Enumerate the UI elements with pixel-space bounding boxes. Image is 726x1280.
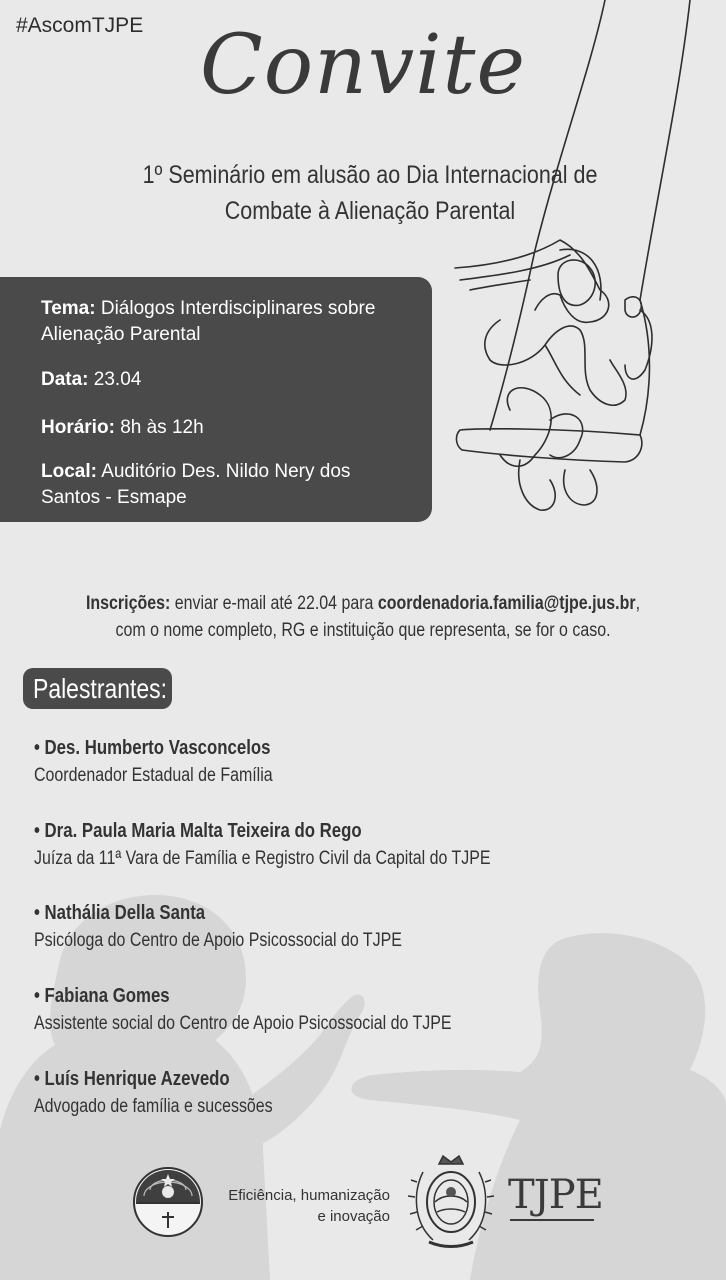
data-label: Data: <box>41 369 89 390</box>
registration-text: enviar e-mail até 22.04 para <box>174 593 374 614</box>
registration-line-2: com o nome completo, RG e instituição que representa, se for o caso. <box>115 620 611 641</box>
tema-value-line-2: Alienação Parental <box>41 324 201 345</box>
registration-info <box>83 590 642 644</box>
speaker-role: Juíza da 11ª Vara de Família e Registro Civil da Capital do TJPE <box>34 848 491 869</box>
subtitle-line-2: Combate à Alienação Parental <box>224 197 516 225</box>
speaker-item <box>34 736 694 788</box>
speaker-role: Coordenador Estadual de Família <box>34 765 273 786</box>
speakers-heading: Palestrantes: <box>33 673 168 704</box>
speaker-name: • Fabiana Gomes <box>34 985 170 1007</box>
local-value-line-2: Santos - Esmape <box>41 487 187 508</box>
speaker-name: • Des. Humberto Vasconcelos <box>34 737 271 759</box>
speaker-name: • Luís Henrique Azevedo <box>34 1068 230 1090</box>
tjpe-underline <box>510 1219 594 1221</box>
speakers-heading-badge <box>23 668 172 709</box>
slogan-line-1: Eficiência, humanização <box>228 1187 390 1204</box>
event-info-box <box>0 277 432 522</box>
info-horario <box>41 415 204 441</box>
registration-label: Inscrições: <box>85 593 171 614</box>
speaker-item <box>34 819 694 871</box>
esmape-logo <box>132 1166 204 1238</box>
subtitle-line-1: 1º Seminário em alusão ao Dia Internacional de <box>142 161 598 189</box>
info-tema <box>41 296 375 348</box>
tjpe-logo-text: TJPE <box>508 1172 603 1218</box>
registration-email[interactable]: coordenadoria.familia@tjpe.jus.br <box>377 593 636 614</box>
swing-illustration <box>440 0 726 530</box>
horario-value: 8h às 12h <box>120 417 204 438</box>
speaker-name: • Nathália Della Santa <box>34 902 206 924</box>
page-title: Convite <box>200 18 526 113</box>
speaker-role: Psicóloga do Centro de Apoio Psicossocial do TJPE <box>34 930 402 951</box>
speaker-role: Advogado de família e sucessões <box>34 1096 273 1117</box>
tema-value-line-1: Diálogos Interdisciplinares sobre <box>100 298 376 319</box>
info-data <box>41 367 141 393</box>
registration-comma: , <box>635 593 641 614</box>
coat-of-arms-icon <box>403 1152 499 1252</box>
hashtag: #AscomTJPE <box>16 14 144 37</box>
slogan-line-2: e inovação <box>317 1208 390 1225</box>
speaker-item <box>34 1067 694 1119</box>
tema-label: Tema: <box>41 298 96 319</box>
slogan <box>222 1185 390 1227</box>
data-value: 23.04 <box>93 369 142 390</box>
horario-label: Horário: <box>41 417 115 438</box>
local-label: Local: <box>41 461 97 482</box>
speaker-role: Assistente social do Centro de Apoio Psicossocial do TJPE <box>34 1013 452 1034</box>
info-local <box>41 459 350 511</box>
speaker-item <box>34 901 694 953</box>
speaker-item <box>34 984 694 1036</box>
local-value-line-1: Auditório Des. Nildo Nery dos <box>101 461 351 482</box>
speaker-name: • Dra. Paula Maria Malta Teixeira do Rego <box>34 820 362 842</box>
